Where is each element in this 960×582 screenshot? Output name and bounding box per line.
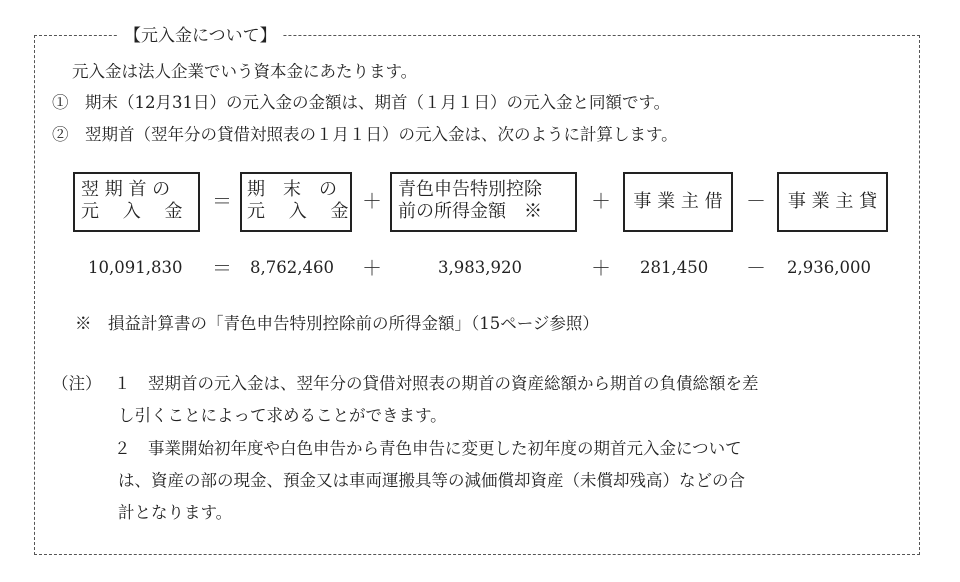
item-2: ② 翌期首（翌年分の貸借対照表の１月１日）の元入金は、次のように計算します。 xyxy=(52,125,678,144)
plus-sign-2: ＋ xyxy=(591,189,611,213)
note-2-line2: は、資産の部の現金、預金又は車両運搬具等の減価償却資産（未償却残高）などの合 xyxy=(118,471,745,490)
value-end-capital: 8,762,460 xyxy=(250,258,334,277)
value-plus-sign-2: ＋ xyxy=(591,256,611,280)
section-title: 【元入金について】 xyxy=(118,23,283,49)
note-2-line3: 計となります。 xyxy=(118,503,233,522)
box-next-capital-line1: 翌 期 首 の xyxy=(81,179,171,200)
note-2-number: ２ xyxy=(114,439,131,458)
value-minus-sign: － xyxy=(746,256,766,280)
note-1-line2: し引くことによって求めることができます。 xyxy=(118,406,447,425)
box-income-before-deduction xyxy=(390,172,577,232)
box-next-capital-line2: 元 入 金 xyxy=(81,201,183,222)
value-equals-sign: ＝ xyxy=(212,256,232,280)
note-2-line1: 事業開始初年度や白色申告から青色申告に変更した初年度の期首元入金について xyxy=(148,439,742,458)
intro-text: 元入金は法人企業でいう資本金にあたります。 xyxy=(72,62,418,81)
box-owner-loan xyxy=(777,172,888,232)
box-end-capital xyxy=(240,172,352,232)
value-next-capital: 10,091,830 xyxy=(88,258,183,277)
note-1-line1: 翌期首の元入金は、翌年分の貸借対照表の期首の資産総額から期首の負債総額を差 xyxy=(148,374,759,393)
item-1: ① 期末（12月31日）の元入金の金額は、期首（１月１日）の元入金と同額です。 xyxy=(52,93,671,112)
value-owner-loan: 2,936,000 xyxy=(787,258,871,277)
box-next-capital xyxy=(73,172,200,232)
note-1-number: １ xyxy=(114,374,131,393)
box-owner-loan-label: 事 業 主 貸 xyxy=(787,191,878,212)
value-income: 3,983,920 xyxy=(438,258,522,277)
minus-sign: － xyxy=(746,189,766,213)
footnote: ※ 損益計算書の「青色申告特別控除前の所得金額」（15ページ参照） xyxy=(75,314,599,333)
box-income-line1: 青色申告特別控除 xyxy=(398,179,542,200)
value-owner-draw: 281,450 xyxy=(640,258,709,277)
box-income-line2: 前の所得金額 ※ xyxy=(398,201,542,222)
equals-sign: ＝ xyxy=(212,189,232,213)
plus-sign-1: ＋ xyxy=(362,189,382,213)
box-end-capital-line2: 元 入 金 xyxy=(247,201,349,222)
value-plus-sign-1: ＋ xyxy=(362,256,382,280)
box-owner-draw-label: 事 業 主 借 xyxy=(633,191,723,212)
box-end-capital-line1: 期 末 の xyxy=(247,179,337,200)
box-owner-draw xyxy=(623,172,733,232)
notes-label: （注） xyxy=(52,374,102,393)
